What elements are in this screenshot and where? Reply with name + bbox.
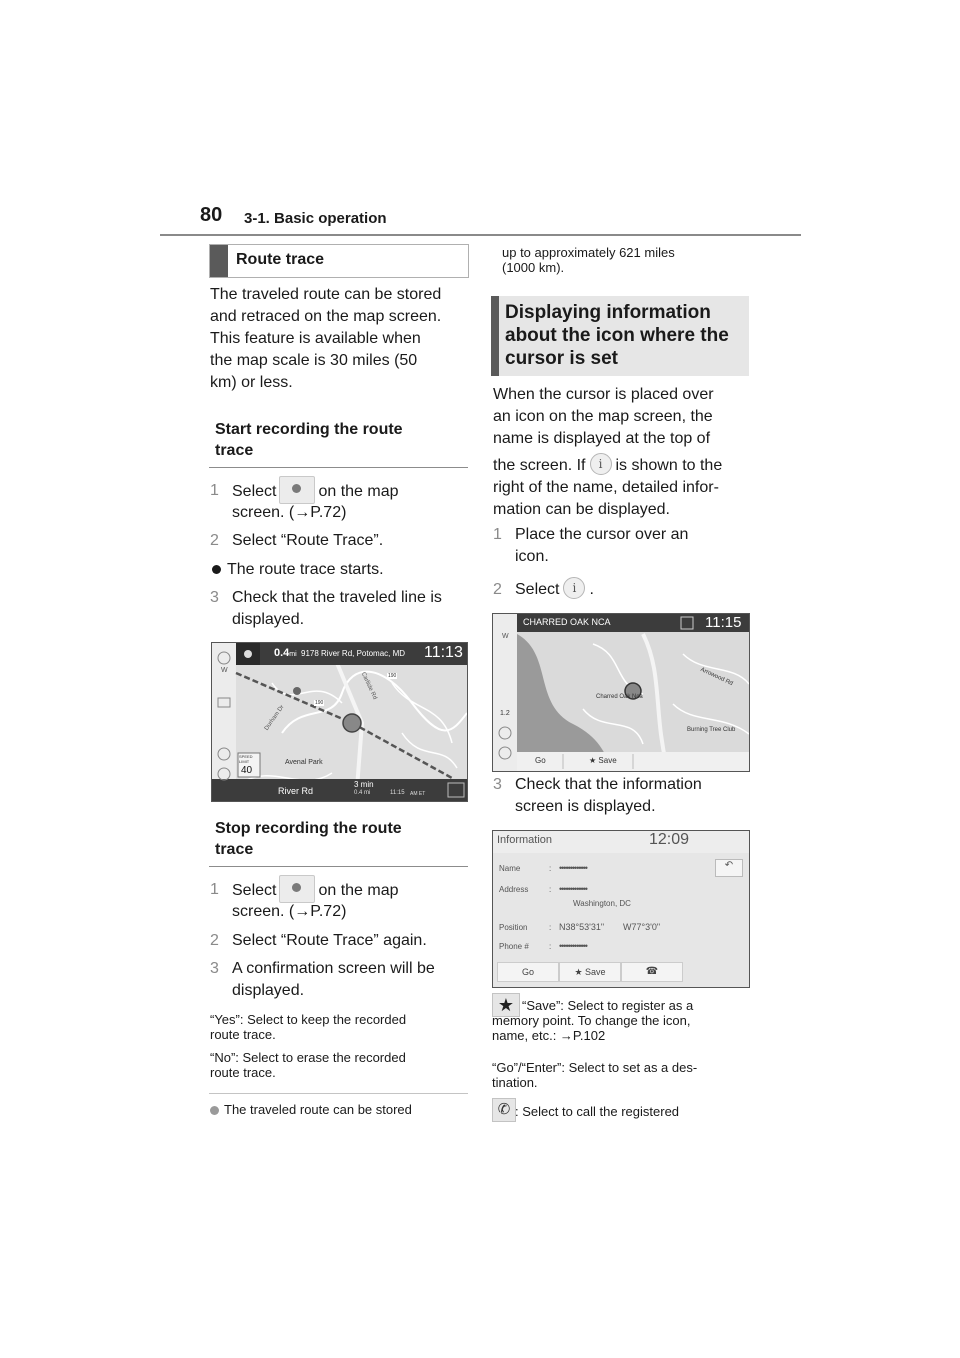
info-step-2 [493, 579, 753, 603]
road-label: Arrowood Rd [699, 666, 734, 688]
call-note: : Select to call the registered [515, 1104, 680, 1119]
heading-bar [491, 296, 499, 376]
step-text: Select [515, 581, 560, 598]
step-text: displayed. [232, 982, 305, 999]
heading-line: about the icon where the [505, 325, 729, 346]
route-trace-heading [209, 244, 469, 278]
intro-line: name is displayed at the top of [493, 430, 711, 447]
yes-note [210, 1012, 472, 1042]
intro-line: the screen. If [493, 457, 586, 474]
road-label: Durham Dr [263, 704, 286, 732]
step-text: on the map [318, 882, 399, 900]
info-go-button[interactable] [497, 962, 559, 982]
eta-time: 11:15 [390, 790, 405, 796]
info-row-value: N38°53'31" [559, 922, 605, 932]
park-label: Avenal Park [285, 759, 323, 766]
info-row-value: ••••••••••••• [559, 863, 587, 873]
route-trace-map-screenshot [211, 642, 468, 802]
speed-limit-label: SPEED LIMIT [239, 754, 253, 764]
go-button-label: Go [521, 967, 534, 977]
note-line: route trace. [210, 1065, 276, 1080]
info-step-3 [493, 774, 753, 818]
start-step-3 [210, 587, 472, 631]
intro-line: This feature is available when [210, 330, 421, 347]
route-trace-button-icon [279, 476, 315, 504]
eta-ampm: AM ET [410, 791, 426, 797]
compass-label: W [502, 633, 509, 640]
info-row-value: ••••••••••••• [559, 884, 587, 894]
step-number: 3 [493, 776, 502, 793]
displaying-info-heading [491, 296, 749, 376]
heading-line: Start recording the route [215, 421, 403, 438]
heading-line: Stop recording the route [215, 820, 402, 837]
step-text: screen. (→P.72) [232, 903, 347, 920]
map-scale: 1.2 [500, 710, 510, 717]
clock: 12:09 [649, 831, 690, 848]
stop-heading-rule [209, 866, 468, 867]
step-text: Place the cursor over an [515, 526, 689, 543]
step-number: 1 [210, 482, 219, 499]
map-canvas [212, 643, 467, 801]
intro-line: When the cursor is placed over [493, 386, 714, 403]
tip-rule [209, 1093, 468, 1094]
step-text: A confirmation screen will be [232, 960, 435, 977]
heading-line: trace [215, 841, 254, 858]
stop-step-3 [210, 958, 472, 1002]
cursor-info-map-screenshot: CHARRED OAK NCA 11:15 W 1.2 Charred Oak Nca Burning Tree Club Arrowood Rd Go ★ Save [492, 613, 750, 772]
step-number: 1 [493, 526, 502, 543]
step-text: Check that the traveled line is [232, 589, 442, 606]
club-label: Burning Tree Club [687, 727, 736, 733]
info-row-label: Address [499, 885, 529, 894]
step-number: 3 [210, 589, 219, 606]
current-street: River Rd [278, 786, 314, 796]
intro-line: right of the name, detailed infor- [493, 479, 719, 496]
route-shield: 190 [315, 700, 324, 706]
route-shield: 190 [388, 673, 397, 679]
go-button-label: Go [535, 756, 546, 765]
save-button-label: Save [585, 967, 606, 977]
note-line: route trace. [210, 1027, 276, 1042]
info-save-button[interactable]: ★ Save [559, 962, 621, 982]
note-line: up to approximately 621 miles [502, 245, 675, 260]
tip-bullet-icon [210, 1106, 219, 1115]
note-line: “Go”/“Enter”: Select to set as a des- [492, 1060, 698, 1075]
no-note [210, 1050, 472, 1080]
intro-line: mation can be displayed. [493, 501, 670, 518]
step-text: screen is displayed. [515, 798, 656, 815]
heading-bar [210, 245, 228, 277]
step-text: Check that the information [515, 776, 702, 793]
tip-note [210, 1102, 472, 1117]
note-line: “Yes”: Select to keep the recorded [210, 1012, 407, 1027]
info-row-label: Phone # [499, 942, 529, 951]
step-number: 3 [210, 960, 219, 977]
step-text: screen. (→P.72) [232, 504, 347, 521]
go-note [492, 1060, 754, 1090]
selected-place-title: CHARRED OAK NCA [523, 617, 611, 627]
place-label: Charred Oak Nca [596, 694, 643, 700]
tip-text: The traveled route can be stored [224, 1102, 412, 1117]
save-button-label: Save [598, 756, 617, 765]
step-text: . [589, 581, 594, 598]
start-step-2 [210, 530, 470, 552]
intro-line: The traveled route can be stored [210, 286, 442, 303]
continuation-note [502, 245, 762, 275]
note-line: tination. [492, 1075, 538, 1090]
eta-distance: 0.4 mi [354, 790, 371, 796]
next-address: 9178 River Rd, Potomac, MD [301, 649, 406, 658]
step-number: 2 [210, 532, 219, 549]
bullet-icon [212, 565, 221, 574]
step-text: Select “Route Trace” again. [232, 932, 427, 949]
start-step-1 [210, 480, 470, 524]
info-row-label: Position [499, 923, 528, 932]
stop-recording-heading [215, 818, 402, 860]
intro-line: the map scale is 30 miles (50 [210, 352, 418, 369]
info-icon: i [563, 577, 585, 599]
intro-line: is shown to the [615, 457, 723, 474]
info-step-1 [493, 524, 753, 568]
stop-step-1 [210, 879, 470, 923]
heading-line: cursor is set [505, 348, 618, 369]
compass-label: W [221, 667, 228, 674]
bullet-text: The route trace starts. [227, 561, 384, 578]
info-call-button[interactable] [621, 962, 683, 982]
step-text: Select “Route Trace”. [232, 532, 384, 549]
clock: 11:13 [424, 644, 463, 661]
distance-value: 0.4 [274, 647, 290, 659]
distance-unit: mi [289, 651, 297, 658]
info-intro [493, 384, 755, 521]
route-trace-intro [210, 284, 470, 394]
step-text: icon. [515, 548, 549, 565]
intro-line: and retraced on the map screen. [210, 308, 442, 325]
info-row-extra: Washington, DC [573, 899, 631, 908]
phone-icon: ✆ [492, 1098, 516, 1122]
map-canvas [493, 614, 749, 771]
header-rule [160, 234, 801, 236]
step-text: on the map [318, 483, 399, 501]
save-note [492, 998, 754, 1043]
step-text: Select [232, 483, 277, 501]
note-line: (1000 km). [502, 260, 565, 275]
speed-limit-value: 40 [241, 765, 253, 776]
start-recording-heading [215, 419, 403, 461]
step-number: 2 [493, 581, 502, 598]
eta-minutes: 3 min [354, 780, 374, 789]
route-trace-heading-label: Route trace [236, 251, 325, 268]
info-row-label: Name [499, 864, 521, 873]
note-line: name, etc.: →P.102 [492, 1028, 606, 1043]
section-title: 3-1. Basic operation [244, 210, 387, 227]
info-row-value: ••••••••••••• [559, 941, 587, 951]
intro-line: an icon on the map screen, the [493, 408, 713, 425]
phone-icon: ☎ [645, 966, 659, 977]
page-number: 80 [200, 204, 223, 226]
info-row-value: W77°3'0" [623, 922, 661, 932]
step-number: 2 [210, 932, 219, 949]
heading-line: trace [215, 442, 254, 459]
note-line: “No”: Select to erase the recorded [210, 1050, 406, 1065]
star-icon: ★ [492, 993, 520, 1017]
note-line: “Save”: Select to register as a [522, 998, 694, 1013]
heading-line: Displaying information [505, 302, 711, 323]
stop-step-2 [210, 930, 470, 952]
start-bullet [212, 559, 384, 581]
back-icon: ↶ [715, 859, 743, 877]
step-number: 1 [210, 881, 219, 898]
intro-line: km) or less. [210, 374, 293, 391]
road-label: Carlisle Rd [359, 671, 378, 701]
clock: 11:15 [705, 614, 742, 631]
note-line: memory point. To change the icon, [492, 1013, 691, 1028]
information-screen-screenshot: Information 12:09 ↶ Name : ••••••••••••• Address : ••••••••••••• Washington, DC Position : N38°53'31" W77°3'0" Phone # : ••••••••••••• Go ★ Save ☎ [492, 830, 750, 988]
route-trace-button-icon [279, 875, 315, 903]
step-text: displayed. [232, 611, 305, 628]
start-heading-rule [209, 467, 468, 468]
info-title: Information [497, 834, 553, 846]
step-text: Select [232, 882, 277, 900]
info-icon: i [590, 453, 612, 475]
